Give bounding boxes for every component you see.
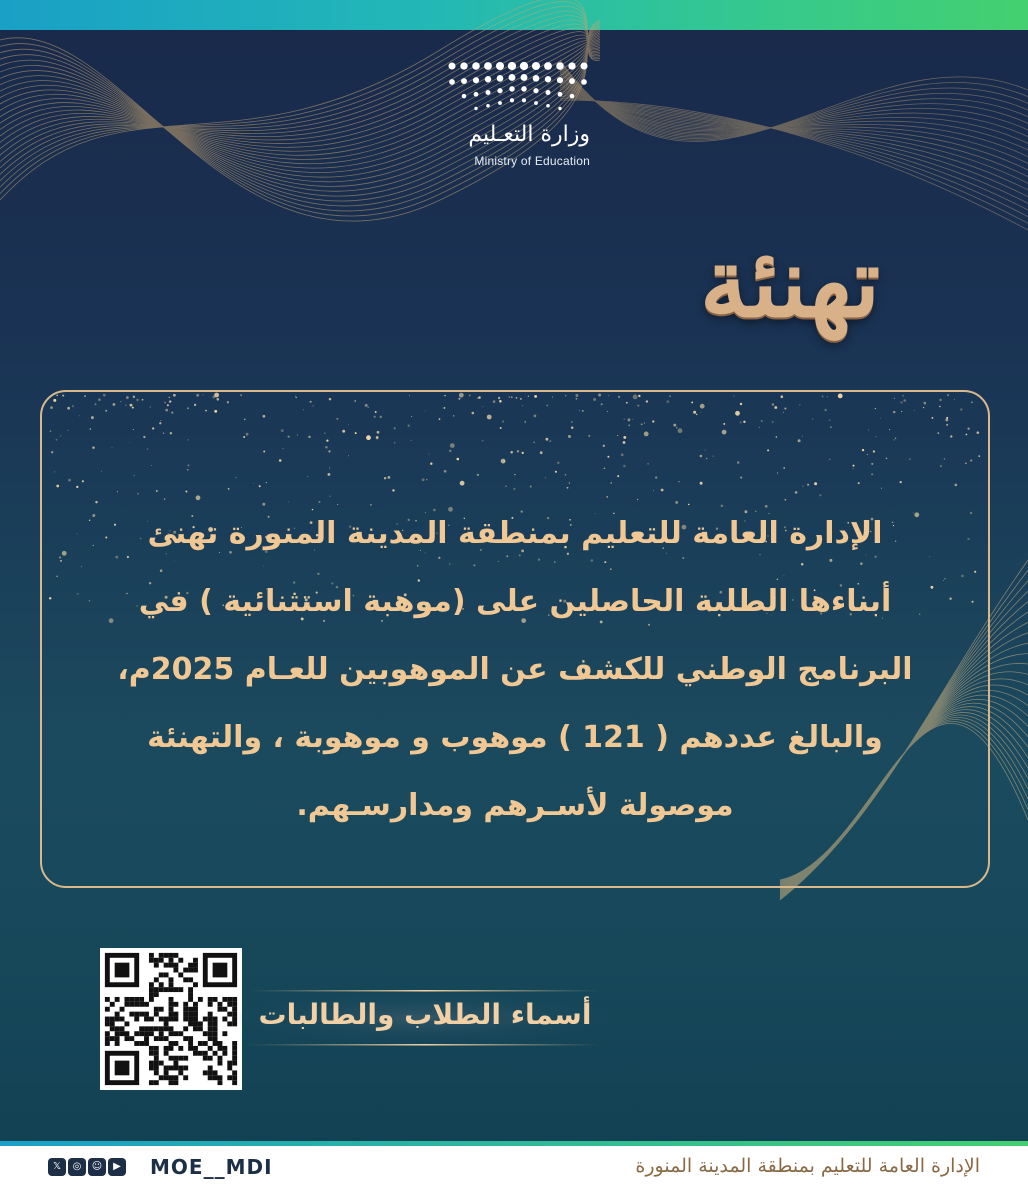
footer-accent-line bbox=[0, 1141, 1028, 1146]
instagram-icon[interactable]: ◎ bbox=[68, 1158, 86, 1176]
footer-org-name: الإدارة العامة للتعليم بمنطقة المدينة المنورة bbox=[635, 1155, 980, 1177]
ministry-name-english: Ministry of Education bbox=[474, 154, 590, 168]
message-line: موصولة لأسـرهم ومدارسـهم. bbox=[296, 788, 734, 823]
message-line: البرنامج الوطني للكشف عن الموهوبين للعـام 2025م، bbox=[117, 652, 913, 687]
congratulation-message bbox=[60, 500, 970, 840]
ministry-name-arabic: وزارة التعـليم bbox=[468, 122, 590, 147]
message-line: أبناءها الطلبة الحاصلين على (موهبة استثنائية ) في bbox=[138, 584, 892, 619]
social-handle[interactable]: MOE__MDI bbox=[150, 1155, 273, 1179]
qr-code-icon[interactable] bbox=[100, 948, 242, 1090]
social-icons bbox=[48, 1158, 126, 1176]
congratulation-title: تهنئة bbox=[699, 226, 881, 339]
message-line: الإدارة العامة للتعليم بمنطقة المدينة المنورة تهنئ bbox=[147, 516, 883, 551]
names-link-label[interactable]: أسماء الطلاب والطالبات bbox=[258, 998, 592, 1031]
youtube-icon[interactable]: ▶ bbox=[108, 1158, 126, 1176]
snapchat-icon[interactable]: ☺ bbox=[88, 1158, 106, 1176]
x-icon[interactable]: 𝕏 bbox=[48, 1158, 66, 1176]
message-line: والبالغ عددهم ( 121 ) موهوب و موهوبة ، والتهنئة bbox=[147, 720, 883, 755]
